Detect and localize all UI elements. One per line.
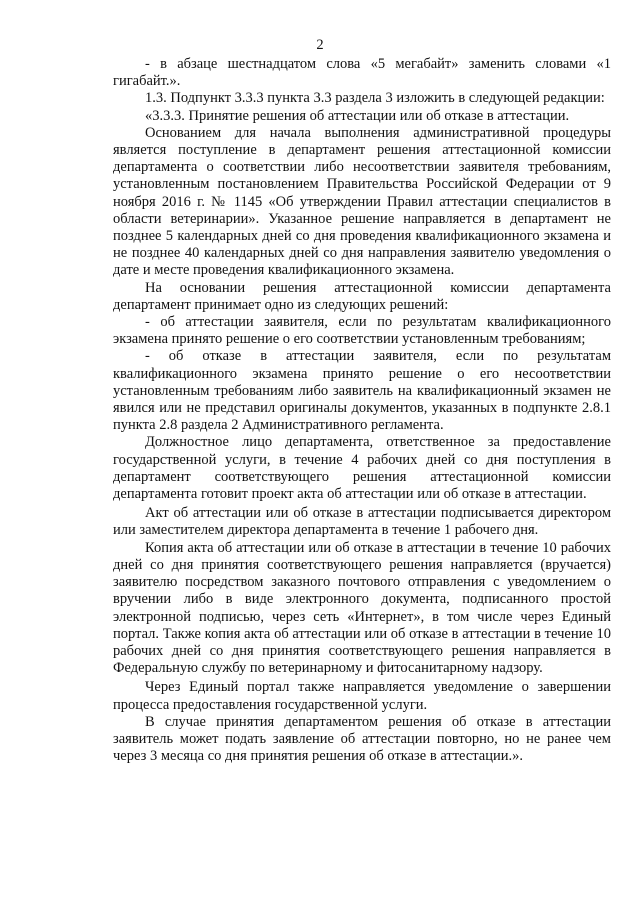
paragraph-grounds: Основанием для начала выполнения административной процедуры является поступление в департамент решения аттестационной комиссии департамента о соответствии либо несоответствии заявителя требованиям, установленным постановлением Правительства Российской Федерации от 9 ноября 2016 г. № 1145 «Об утверждении Правил аттестации специалистов в области ветеринарии». Указанное решение направляется в департамент не позднее 5 календарных дней со дня проведения квалификационного экзамена и не позднее 40 календарных дней со дня направления заявителю уведомления о дате и месте проведения квалификационного экзамена. — [113, 124, 611, 279]
paragraph-reapplication: В случае принятия департаментом решения об отказе в аттестации заявитель может подать заявление об аттестации повторно, но не ранее чем через 3 месяца со дня принятия решения об отказе в аттестации.». — [113, 713, 611, 765]
paragraph-amendment-megabyte: - в абзаце шестнадцатом слова «5 мегабайт» заменить словами «1 гигабайт.». — [113, 56, 611, 90]
document-body — [113, 56, 611, 765]
paragraph-act-signing: Акт об аттестации или об отказе в аттестации подписывается директором или заместителем директора департамента в течение 1 рабочего дня. — [113, 505, 611, 539]
paragraph-portal-notification: Через Единый портал также направляется уведомление о завершении процесса предоставления государственной услуги. — [113, 679, 611, 713]
paragraph-decision-refusal: - об отказе в аттестации заявителя, если по результатам квалификационного экзамена принято решение о его несоответствии установленным требованиям либо заявитель на квалификационный экзамен не явился или не представил оригиналы документов, указанных в подпункте 2.8.1 пункта 2.8 раздела 2 Административного регламента. — [113, 348, 611, 434]
paragraph-decisions-intro: На основании решения аттестационной комиссии департамента департамент принимает одно из следующих решений: — [113, 279, 611, 313]
paragraph-official-draft-act: Должностное лицо департамента, ответственное за предоставление государственной услуги, в течение 4 рабочих дней со дня поступления в департамент соответствующего решения аттестационной комиссии департамента готовит проект акта об аттестации или об отказе в аттестации. — [113, 434, 611, 503]
paragraph-section-1-3: 1.3. Подпункт 3.3.3 пункта 3.3 раздела 3 изложить в следующей редакции: — [145, 90, 605, 107]
paragraph-subheading-3-3-3: «3.3.3. Принятие решения об аттестации или об отказе в аттестации. — [145, 107, 570, 124]
page-number: 2 — [316, 37, 324, 53]
paragraph-decision-attestation: - об аттестации заявителя, если по результатам квалификационного экзамена принято решение о его соответствии установленным требованиям; — [113, 314, 611, 348]
paragraph-act-copy: Копия акта об аттестации или об отказе в аттестации в течение 10 рабочих дней со дня принятия соответствующего решения направляется (вручается) заявителю посредством заказного почтового отправления с уведомлением о вручении либо в виде электронного документа, подписанного простой электронной подписью, через сеть «Интернет», в том числе через Единый портал. Также копия акта об аттестации или об отказе в аттестации в течение 10 рабочих дней со дня принятия соответствующего решения направляется в Федеральную службу по ветеринарному и фитосанитарному надзору. — [113, 539, 611, 677]
